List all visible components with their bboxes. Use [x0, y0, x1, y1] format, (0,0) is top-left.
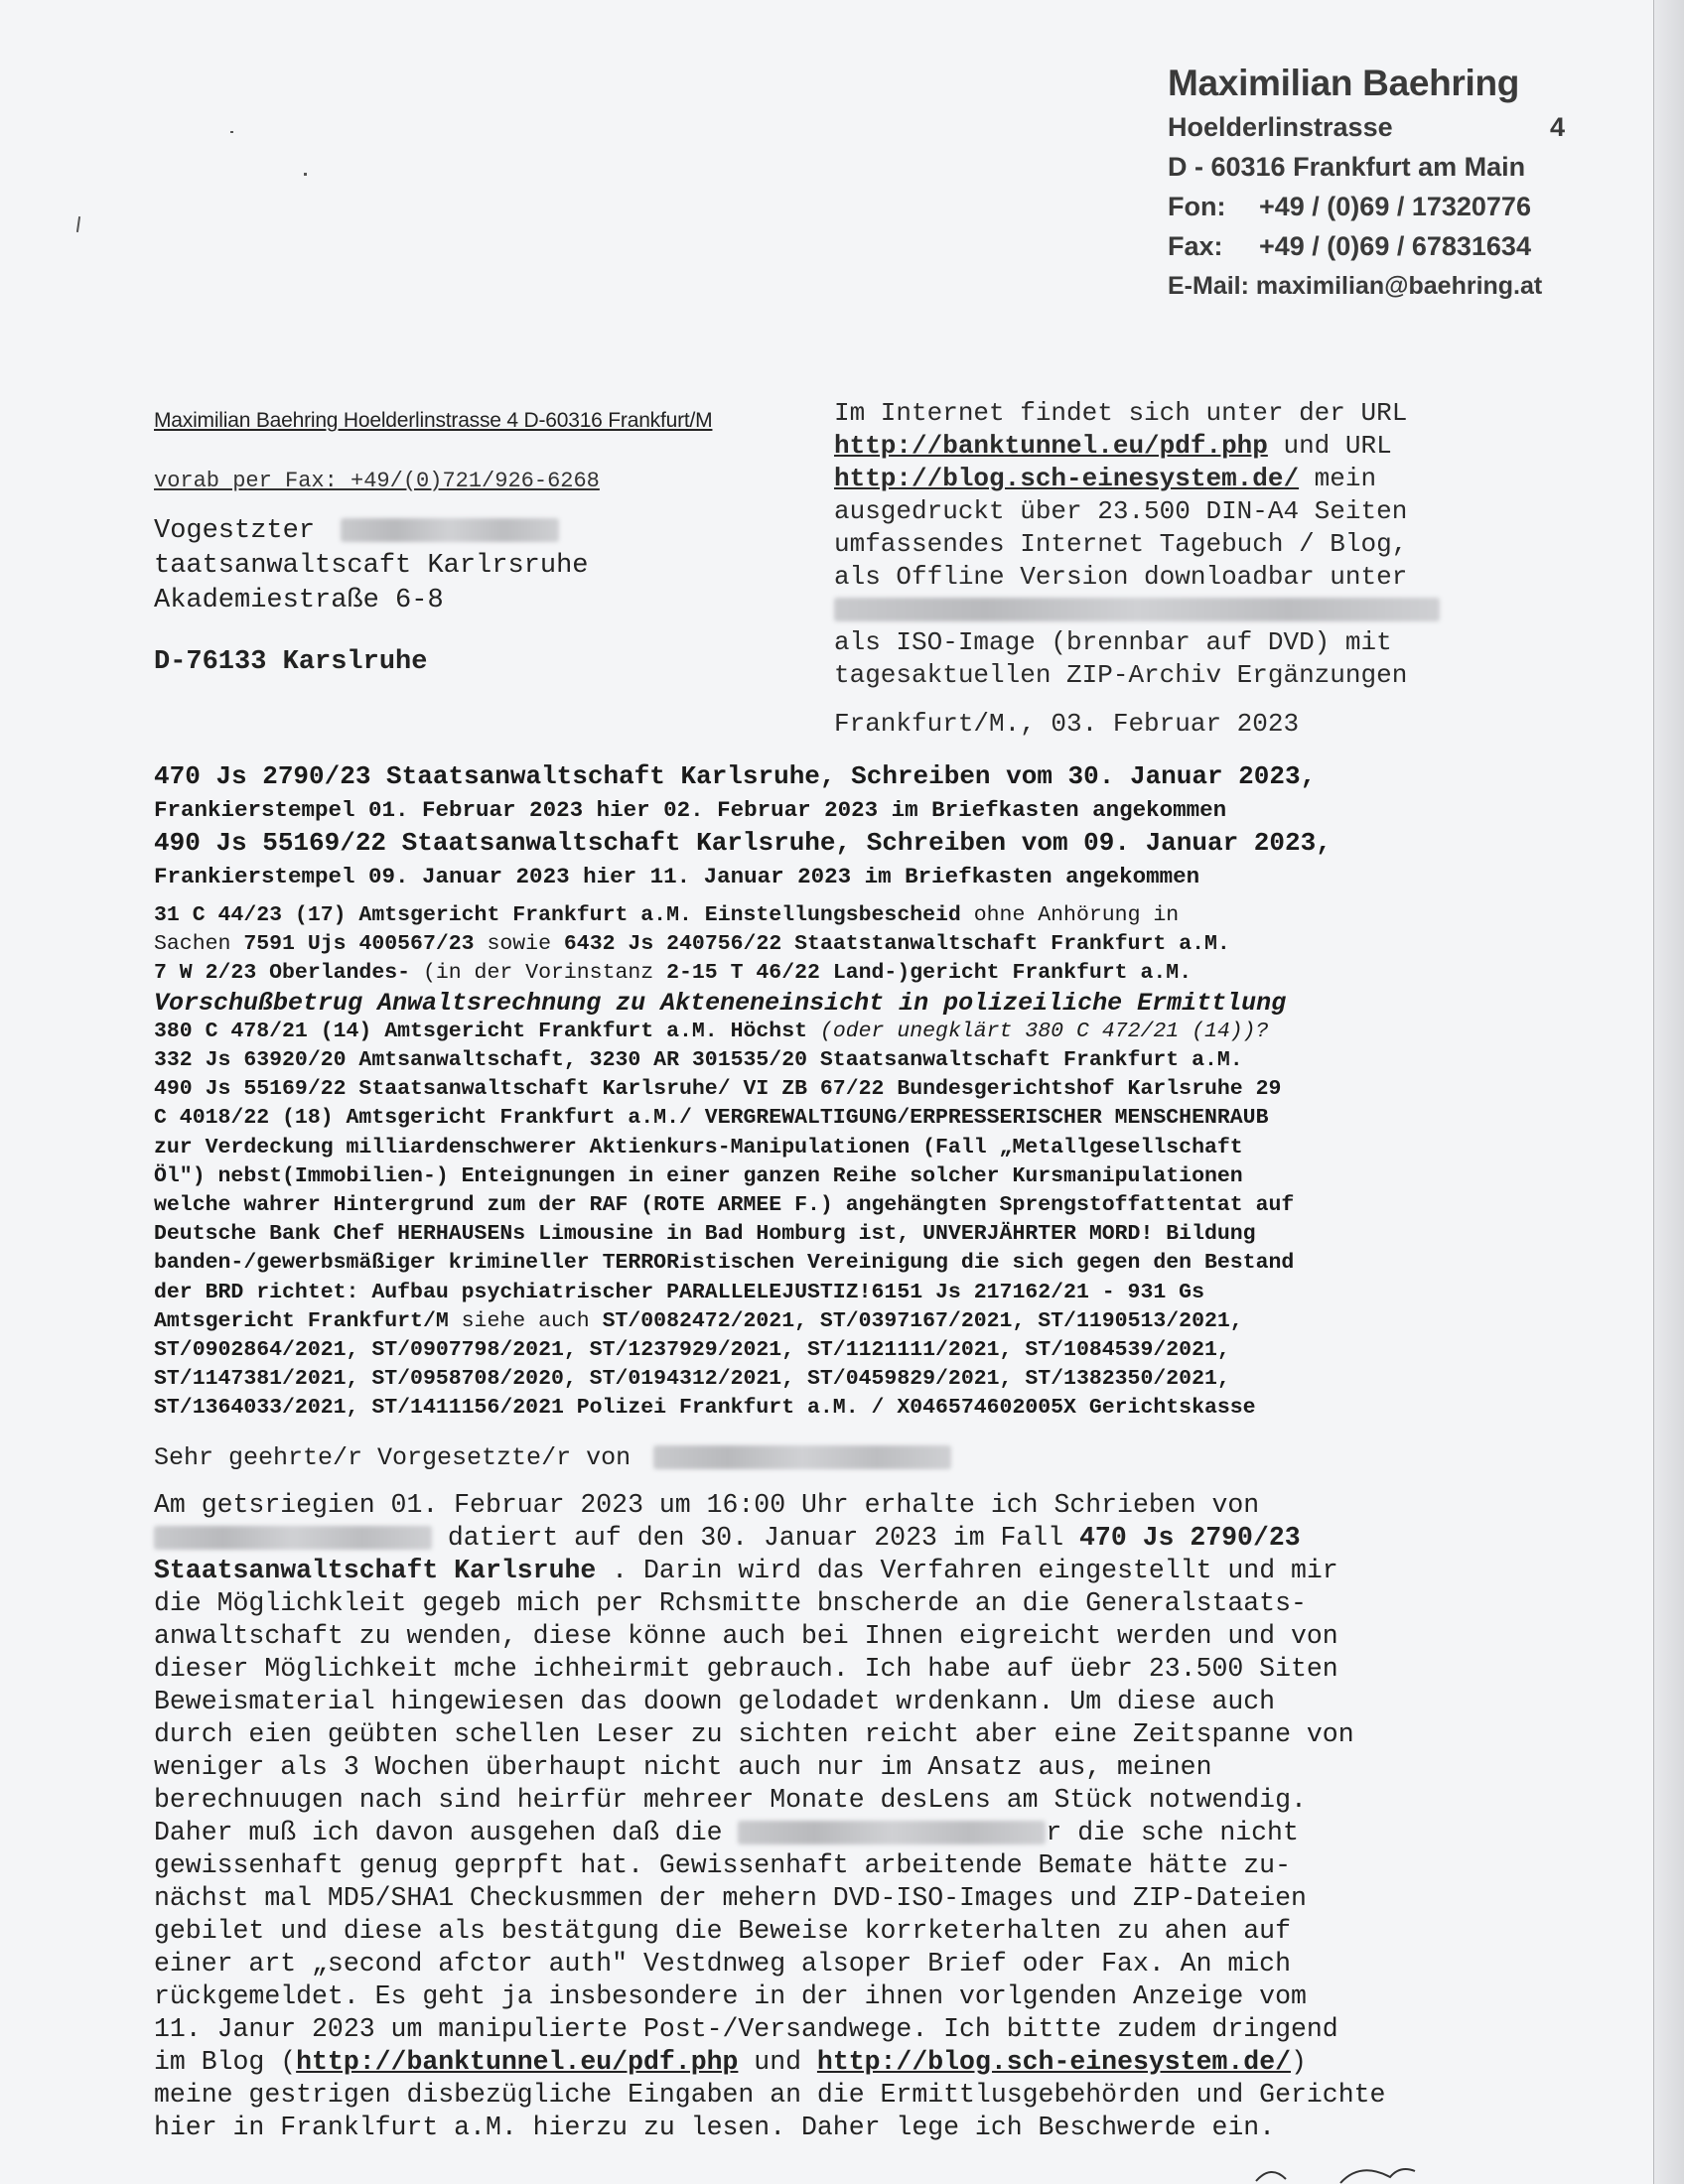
recipient-line-2: taatsanwaltscaft Karlrsruhe [154, 551, 589, 581]
info-line: tagesaktuellen ZIP-Archiv Ergänzungen [834, 660, 1408, 690]
fon-number: +49 / (0)69 / 17320776 [1259, 192, 1531, 221]
recipient-line-1 [154, 514, 559, 549]
letterhead-name: Maximilian Baehring [1168, 63, 1520, 103]
ref-line: Öl") nebst(Immobilien-) Enteignungen in einer ganzen Reihe solcher Kursmanipulationen [154, 1163, 1243, 1188]
info-line [834, 430, 1489, 463]
ref-italic-line: Vorschußbetrug Anwaltsrechnung zu Akteneneinsicht in polizeiliche Ermittlung [154, 988, 1287, 1018]
scan-mark [230, 131, 233, 133]
ref-line: Deutsche Bank Chef HERHAUSENs Limousine in Bad Homburg ist, UNVERJÄHRTER MORD! Bildung [154, 1222, 1256, 1247]
redacted-name [738, 1821, 1046, 1844]
ref-text: (in der Vorinstanz [410, 961, 667, 986]
body-line: 11. Janur 2023 um manipulierte Post-/Versandwege. Ich bittte zudem dringend [154, 2014, 1338, 2044]
info-line: als Offline Version downloadbar unter [834, 562, 1408, 592]
body-line: hier in Franklfurt a.M. hierzu zu lesen. Daher lege ich Beschwerde ein. [154, 2113, 1276, 2142]
fax-label: Fax: [1168, 231, 1223, 261]
reference-block-1 [154, 760, 1544, 893]
letterhead-fon-line [1168, 187, 1565, 226]
scan-mark [304, 173, 307, 176]
body-line: nächst mal MD5/SHA1 Checkusmmen der mehern DVD-ISO-Images und ZIP-Dateien [154, 1883, 1307, 1913]
ref-line: 490 Js 55169/22 Staatsanwaltschaft Karlsruhe/ VI ZB 67/22 Bundesgerichtshof Karlsruhe 29 [154, 1077, 1282, 1102]
authority-name: Staatsanwaltschaft Karlsruhe [154, 1556, 597, 1585]
letter-body [154, 1489, 1544, 2144]
info-line: umfassendes Internet Tagebuch / Blog, [834, 529, 1408, 559]
ref-text: ohne Anhörung in [960, 903, 1180, 927]
ref-line [154, 1307, 1544, 1336]
letterhead-house-no: 4 [1549, 112, 1565, 142]
info-text: und URL [1267, 431, 1392, 461]
body-line: gebilet und diese als bestätgung die Beweise korrketerhalten zu ahen auf [154, 1916, 1291, 1946]
body-line [154, 1817, 1544, 1849]
body-line [154, 2046, 1544, 2079]
letterhead-city-text: D - 60316 Frankfurt am Main [1168, 152, 1526, 182]
info-line: als ISO-Image (brennbar auf DVD) mit [834, 627, 1392, 657]
ref-line: ST/0902864/2021, ST/0907798/2021, ST/1237929/2021, ST/1121111/2021, ST/1084539/2021, [154, 1338, 1230, 1363]
ref-text: 31 C 44/23 (17) Amtsgericht Frankfurt a.M. Einstellungsbescheid [154, 903, 961, 927]
body-text: im Blog ( [154, 2047, 297, 2077]
fax-advance-line: vorab per Fax: +49/(0)721/926-6268 [154, 469, 600, 493]
body-line: rückgemeldet. Es geht ja insbesondere in der ihnen vorlgenden Anzeige vom [154, 1981, 1307, 2011]
ref-line: Frankierstempel 01. Februar 2023 hier 02. Februar 2023 im Briefkasten angekommen [154, 796, 1227, 823]
recipient-title: Vogestzter [154, 516, 316, 546]
letterhead-email: E-Mail: maximilian@baehring.at [1168, 272, 1543, 300]
body-text: r die sche nicht [1046, 1818, 1299, 1847]
fon-label: Fon: [1168, 192, 1226, 221]
info-line [834, 594, 1489, 626]
body-line: dieser Möglichkeit mche ichheirmit gebrauch. Ich habe auf üebr 23.500 Siten [154, 1654, 1338, 1684]
redacted-url [834, 598, 1440, 621]
body-line: meine gestrigen disbezügliche Eingaben an die Ermittlusgebehörden und Gerichte [154, 2080, 1386, 2110]
body-line: einer art „second afctor auth" Vestdnweg alsoper Brief oder Fax. An mich [154, 1949, 1291, 1979]
ref-text: (oder unegklärt 380 C 472/21 (14))? [807, 1019, 1269, 1043]
body-line: gewissenhaft genug geprpft hat. Gewissenhaft arbeitende Bemate hätte zu- [154, 1850, 1291, 1880]
salutation-text: Sehr geehrte/r Vorgesetzte/r von [154, 1443, 632, 1472]
body-text: ) [1291, 2047, 1307, 2077]
letterhead-street: Hoelderlinstrasse [1168, 112, 1393, 142]
info-box [834, 397, 1489, 692]
letterhead-fax-line [1168, 226, 1565, 266]
ref-line [154, 930, 1544, 959]
letterhead-city [1168, 147, 1565, 187]
ref-text: 7 W 2/23 Oberlandes- [154, 961, 411, 986]
signature-stroke [1251, 2159, 1470, 2184]
body-line: die Möglichkleit gegeb mich per Rchsmitte bnscherde an die Generalstaats- [154, 1588, 1307, 1618]
scan-mark [76, 216, 80, 232]
blog-link[interactable]: http://blog.sch-einesystem.de/ [834, 464, 1300, 493]
redacted-name [154, 1526, 432, 1550]
recipient-line-3: Akademiestraße 6-8 [154, 586, 444, 615]
letterhead-street-line [1168, 107, 1565, 147]
ref-line [154, 959, 1544, 988]
salutation [154, 1443, 951, 1472]
ref-line: 332 Js 63920/20 Amtsanwaltschaft, 3230 AR 301535/20 Staatsanwaltschaft Frankfurt a.M. [154, 1048, 1243, 1073]
ref-line: welche wahrer Hintergrund zum der RAF (ROTE ARMEE F.) angehängten Sprengstoffattentat auf [154, 1193, 1295, 1218]
ref-line: 470 Js 2790/23 Staatsanwaltschaft Karlsruhe, Schreiben vom 30. Januar 2023, [154, 761, 1317, 791]
page-edge [1653, 0, 1684, 2184]
body-text: und [738, 2047, 817, 2077]
ref-line: ST/1364033/2021, ST/1411156/2021 Polizei Frankfurt a.M. / X046574602005X Gerichtskasse [154, 1396, 1256, 1421]
ref-text: 7591 Ujs 400567/23 [243, 932, 475, 957]
ref-text: Sachen [154, 932, 244, 957]
recipient-city: D-76133 Karslruhe [154, 647, 428, 677]
ref-line: Frankierstempel 09. Januar 2023 hier 11. Januar 2023 im Briefkasten angekommen [154, 863, 1200, 889]
body-text: . Darin wird das Verfahren eingestellt und mir [596, 1556, 1338, 1585]
body-line: Beweismaterial hingewiesen das doown gelodadet wrdenkann. Um diese auch [154, 1687, 1276, 1716]
ref-text: sowie [474, 932, 564, 957]
banktunnel-link[interactable]: http://banktunnel.eu/pdf.php [834, 431, 1268, 461]
redacted-name [653, 1445, 951, 1469]
ref-line: zur Verdeckung milliardenschwerer Aktienkurs-Manipulationen (Fall „Metallgesellschaft [154, 1135, 1243, 1160]
body-line [154, 1555, 1544, 1587]
reference-block-2 [154, 901, 1544, 1424]
ref-text: siehe auch [448, 1308, 603, 1333]
ref-text: 380 C 478/21 (14) Amtsgericht Frankfurt a.M. Höchst [154, 1019, 808, 1043]
ref-text: ST/0082472/2021, ST/0397167/2021, ST/1190513/2021, [602, 1308, 1243, 1333]
ref-line [154, 1018, 1544, 1046]
ref-line: C 4018/22 (18) Amtsgericht Frankfurt a.M./ VERGREWALTIGUNG/ERPRESSERISCHER MENSCHENRAUB [154, 1106, 1269, 1131]
banktunnel-link[interactable]: http://banktunnel.eu/pdf.php [296, 2047, 739, 2077]
ref-line: 490 Js 55169/22 Staatsanwaltschaft Karlsruhe, Schreiben vom 09. Januar 2023, [154, 828, 1332, 858]
ref-text: 2-15 T 46/22 Land- [666, 961, 898, 986]
info-line: ausgedruckt über 23.500 DIN-A4 Seiten [834, 496, 1408, 526]
body-text: datiert auf den 30. Januar 2023 im Fall [432, 1523, 1080, 1553]
redacted-name [341, 518, 559, 542]
letterhead [1168, 60, 1565, 306]
ref-line: ST/1147381/2021, ST/0958708/2020, ST/0194312/2021, ST/0459829/2021, ST/1382350/2021, [154, 1367, 1230, 1392]
ref-line: banden-/gewerbsmäßiger krimineller TERRORistischen Vereinigung die sich gegen den Bestand [154, 1251, 1295, 1276]
blog-link[interactable]: http://blog.sch-einesystem.de/ [816, 2047, 1291, 2077]
fax-number: +49 / (0)69 / 67831634 [1259, 231, 1531, 261]
sender-return-line: Maximilian Baehring Hoelderlinstrasse 4 D-60316 Frankfurt/M [154, 409, 713, 432]
ref-line: der BRD richtet: Aufbau psychiatrischer PARALLELEJUSTIZ!6151 Js 217162/21 - 931 Gs [154, 1280, 1204, 1304]
info-line: Im Internet findet sich unter der URL [834, 398, 1408, 428]
body-text: Daher muß ich davon ausgehen daß die [154, 1818, 723, 1847]
ref-text: Amtsgericht Frankfurt/M [154, 1308, 449, 1333]
body-line: durch eien geübten schellen Leser zu sichten reicht aber eine Zeitspanne von [154, 1719, 1354, 1749]
body-line [154, 1522, 1544, 1555]
body-line: weniger als 3 Wochen überhaupt nicht auch nur im Ansatz aus, meinen [154, 1752, 1212, 1782]
ref-text: )gericht Frankfurt a.M. [897, 961, 1193, 986]
ref-line [154, 901, 1544, 930]
info-line [834, 463, 1489, 495]
info-text: mein [1299, 464, 1377, 493]
case-reference: 470 Js 2790/23 [1079, 1523, 1301, 1553]
body-line: Am getsriegien 01. Februar 2023 um 16:00 Uhr erhalte ich Schrieben von [154, 1490, 1260, 1520]
letter-date: Frankfurt/M., 03. Februar 2023 [834, 709, 1300, 739]
body-line: berechnuugen nach sind heirfür mehreer Monate desLens am Stück notwendig. [154, 1785, 1307, 1815]
body-line: anwaltschaft zu wenden, diese könne auch bei Ihnen eigreicht werden und von [154, 1621, 1338, 1651]
ref-text: 6432 Js 240756/22 Staatstanwaltschaft Frankfurt a.M. [563, 932, 1230, 957]
